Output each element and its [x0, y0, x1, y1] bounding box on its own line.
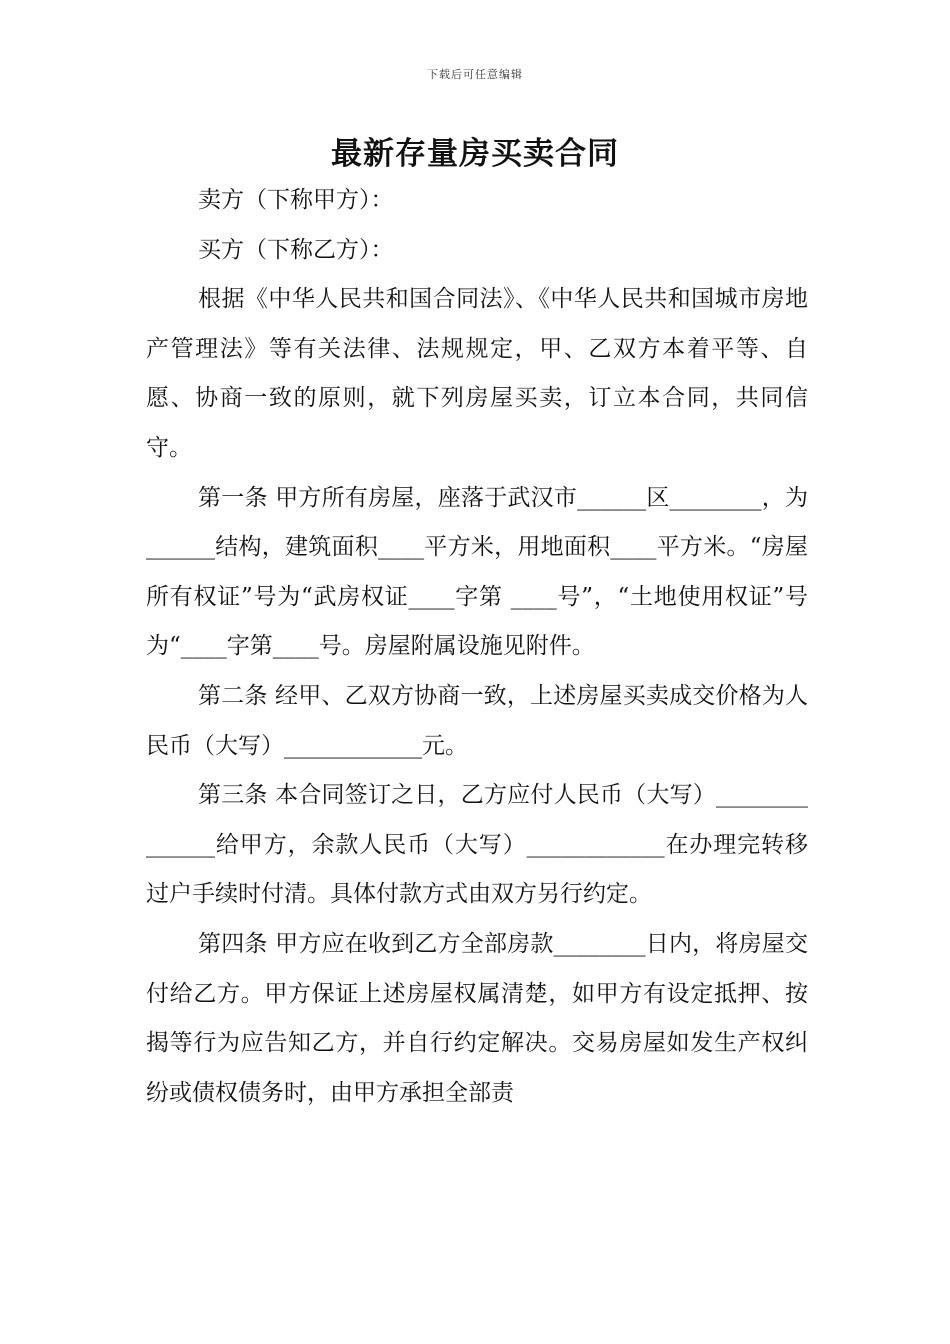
preamble-paragraph: 根据《中华人民共和国合同法》、《中华人民共和国城市房地产管理法》等有关法律、法规规定，甲、乙双方本着平等、自愿、协商一致的原则，就下列房屋买卖，订立本合同，共同信守。 — [146, 286, 808, 461]
article-2-paragraph: 第二条 经甲、乙双方协商一致，上述房屋买卖成交价格为人民币（大写）____________元。 — [146, 682, 808, 759]
header-note: 下载后可任意编辑 — [427, 68, 523, 81]
article-4-paragraph: 第四条 甲方应在收到乙方全部房款________日内，将房屋交付给乙方。甲方保证上述房屋权属清楚，如甲方有设定抵押、按揭等行为应告知乙方，并自行约定解决。交易房屋如发生产权纠纷或债权债务时，由甲方承担全部责 — [146, 930, 808, 1106]
seller-line: 卖方（下称甲方）： — [198, 187, 394, 213]
article-1-paragraph: 第一条 甲方所有房屋，座落于武汉市______区________，为______结构，建筑面积____平方米，用地面积____平方米。“房屋所有权证”号为“武房权证____字第 ____号”，“土地使用权证”号为“____字第____号。房屋附属设施见附件。 — [146, 484, 808, 660]
document-title: 最新存量房买卖合同 — [331, 136, 619, 172]
buyer-line: 买方（下称乙方）： — [198, 236, 394, 263]
article-3-paragraph: 第三条 本合同签订之日，乙方应付人民币（大写）______________给甲方，余款人民币（大写）____________在办理完转移过户手续时付清。具体付款方式由双方另行约定。 — [146, 782, 808, 908]
contract-body — [146, 176, 808, 1118]
